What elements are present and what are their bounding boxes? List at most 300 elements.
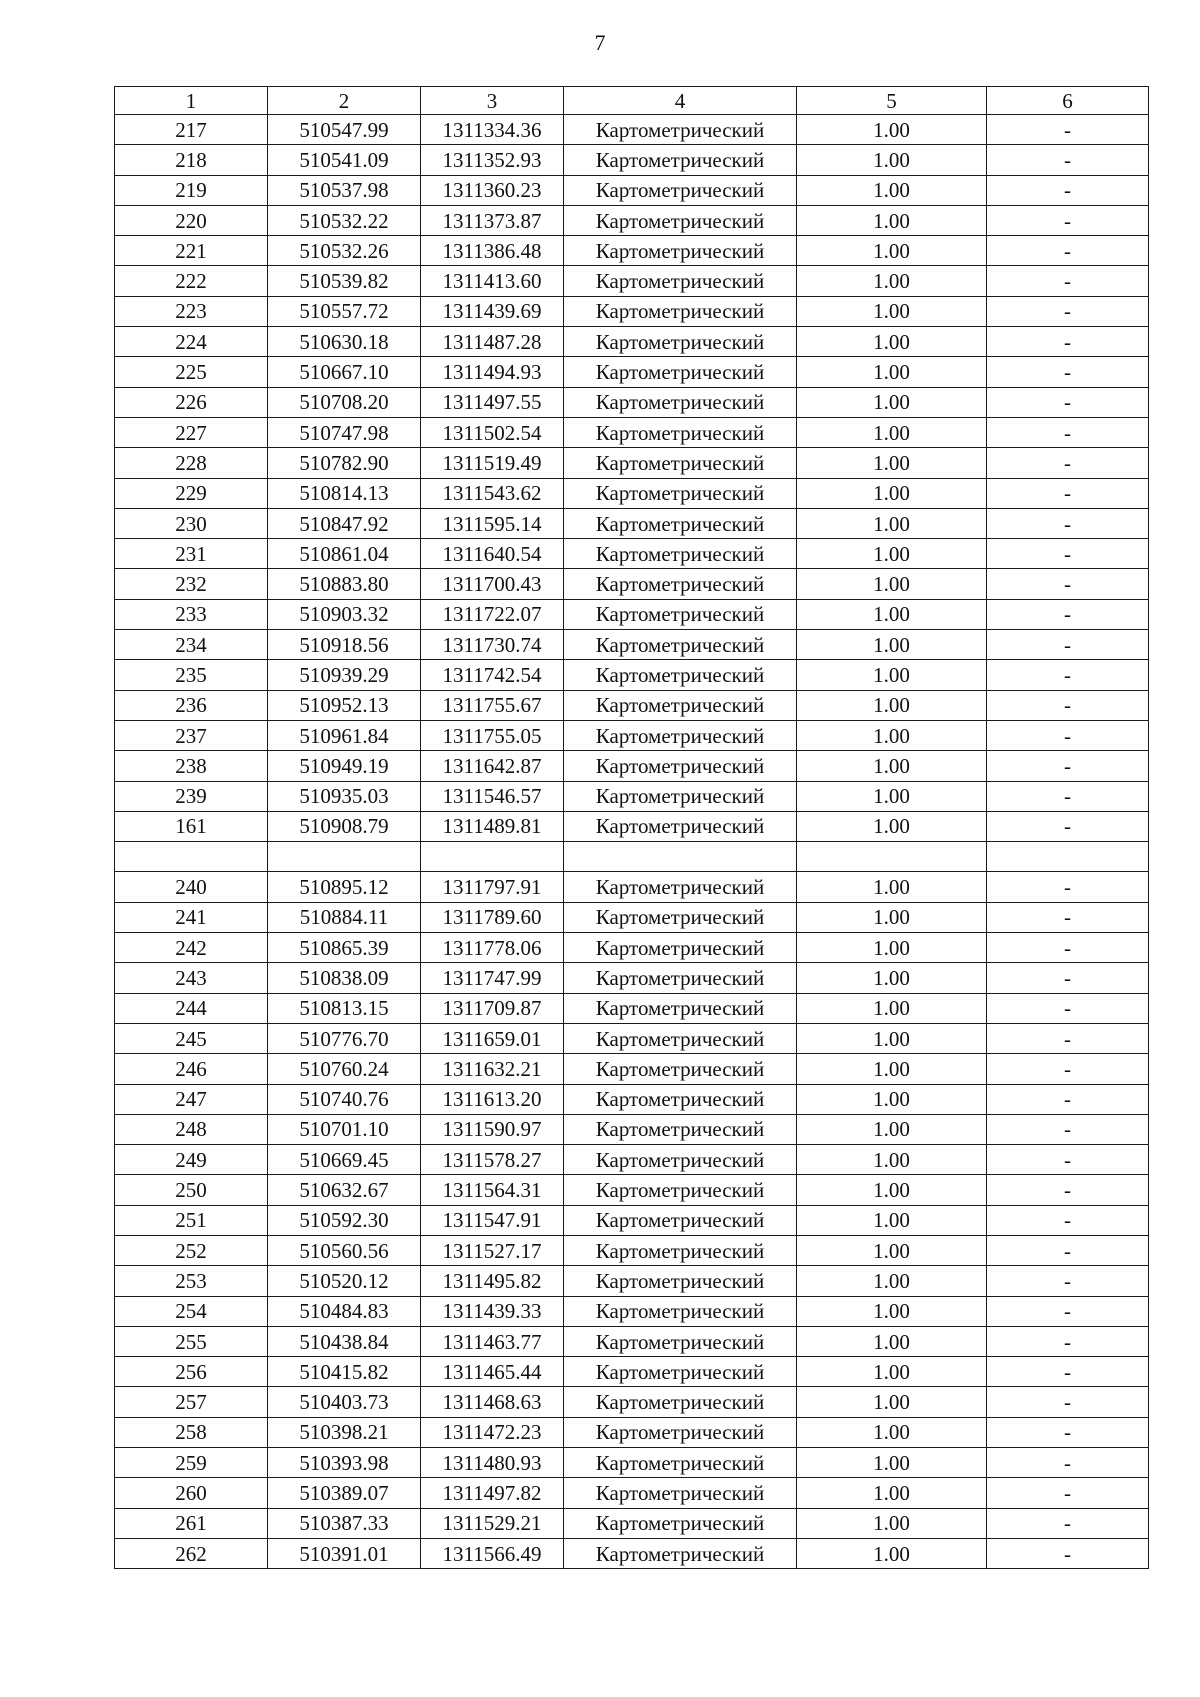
table-cell — [564, 842, 797, 872]
table-cell: - — [987, 327, 1149, 357]
table-cell: 510838.09 — [268, 963, 421, 993]
table-cell: - — [987, 933, 1149, 963]
table-cell: 1.00 — [797, 933, 987, 963]
table-cell: 223 — [115, 296, 268, 326]
table-cell: 510389.07 — [268, 1478, 421, 1508]
table-cell: 510669.45 — [268, 1145, 421, 1175]
table-row — [115, 387, 1149, 417]
table-cell: 1.00 — [797, 448, 987, 478]
table-cell: - — [987, 1235, 1149, 1265]
table-cell: 225 — [115, 357, 268, 387]
table-cell: 510557.72 — [268, 296, 421, 326]
table-cell: 161 — [115, 811, 268, 841]
table-cell: 1.00 — [797, 266, 987, 296]
table-cell: 1.00 — [797, 205, 987, 235]
table-cell: 230 — [115, 508, 268, 538]
table-cell: - — [987, 539, 1149, 569]
table-cell: 239 — [115, 781, 268, 811]
table-cell: 1.00 — [797, 1175, 987, 1205]
table-row — [115, 508, 1149, 538]
table-cell: 1.00 — [797, 690, 987, 720]
table-cell: 1311413.60 — [421, 266, 564, 296]
table-cell: - — [987, 963, 1149, 993]
table-cell: 1311595.14 — [421, 508, 564, 538]
table-cell: - — [987, 1084, 1149, 1114]
table-cell: Картометрический — [564, 1084, 797, 1114]
table-cell: Картометрический — [564, 993, 797, 1023]
table-row — [115, 1448, 1149, 1478]
table-cell: Картометрический — [564, 1478, 797, 1508]
table-cell: 1.00 — [797, 1448, 987, 1478]
table-cell: 1.00 — [797, 327, 987, 357]
table-cell: 1.00 — [797, 993, 987, 1023]
table-cell: Картометрический — [564, 1417, 797, 1447]
table-cell: 1.00 — [797, 1023, 987, 1053]
table-row — [115, 448, 1149, 478]
table-row — [115, 630, 1149, 660]
table-cell: 1.00 — [797, 387, 987, 417]
table-cell: 510708.20 — [268, 387, 421, 417]
table-cell: 251 — [115, 1205, 268, 1235]
table-row — [115, 720, 1149, 750]
table-row — [115, 205, 1149, 235]
table-cell: 510961.84 — [268, 720, 421, 750]
table-cell: - — [987, 1205, 1149, 1235]
table-cell: 1311495.82 — [421, 1266, 564, 1296]
table-cell: 1311439.69 — [421, 296, 564, 326]
table-cell: 249 — [115, 1145, 268, 1175]
table-cell: Картометрический — [564, 811, 797, 841]
column-header: 3 — [421, 87, 564, 115]
table-cell: - — [987, 1448, 1149, 1478]
table-row — [115, 296, 1149, 326]
table-cell: 510403.73 — [268, 1387, 421, 1417]
table-cell: 1.00 — [797, 720, 987, 750]
table-cell: 238 — [115, 751, 268, 781]
table-cell: - — [987, 387, 1149, 417]
table-cell: 228 — [115, 448, 268, 478]
table-cell: 235 — [115, 660, 268, 690]
table-row — [115, 993, 1149, 1023]
page-number: 7 — [594, 30, 606, 55]
table-cell: 510949.19 — [268, 751, 421, 781]
table-cell: 1.00 — [797, 1205, 987, 1235]
table-row — [115, 1296, 1149, 1326]
table-cell: Картометрический — [564, 569, 797, 599]
table-row — [115, 1478, 1149, 1508]
table-cell: 1.00 — [797, 175, 987, 205]
table-row — [115, 1205, 1149, 1235]
table-row — [115, 842, 1149, 872]
table-cell: Картометрический — [564, 296, 797, 326]
table-row — [115, 781, 1149, 811]
table-cell: 236 — [115, 690, 268, 720]
table-cell: 219 — [115, 175, 268, 205]
table-cell: 262 — [115, 1538, 268, 1568]
table-cell: 1.00 — [797, 1145, 987, 1175]
table-row — [115, 1538, 1149, 1568]
table-cell: 1.00 — [797, 1114, 987, 1144]
table-cell: Картометрический — [564, 1538, 797, 1568]
table-cell: 1.00 — [797, 296, 987, 326]
table-cell: 1311494.93 — [421, 357, 564, 387]
table-row — [115, 1235, 1149, 1265]
table-cell: - — [987, 720, 1149, 750]
table-cell: - — [987, 751, 1149, 781]
table-row — [115, 660, 1149, 690]
table-cell: 231 — [115, 539, 268, 569]
table-cell: - — [987, 993, 1149, 1023]
table-cell: Картометрический — [564, 1448, 797, 1478]
table-row — [115, 1417, 1149, 1447]
table-cell: Картометрический — [564, 539, 797, 569]
table-cell: Картометрический — [564, 357, 797, 387]
table-cell: 1311334.36 — [421, 115, 564, 145]
table-cell: 254 — [115, 1296, 268, 1326]
table-cell: Картометрический — [564, 690, 797, 720]
table-row — [115, 115, 1149, 145]
table-cell: - — [987, 1357, 1149, 1387]
table-cell: 226 — [115, 387, 268, 417]
table-cell: - — [987, 205, 1149, 235]
table-cell: Картометрический — [564, 599, 797, 629]
table-row — [115, 1145, 1149, 1175]
table-row — [115, 690, 1149, 720]
table-cell: 510532.22 — [268, 205, 421, 235]
table-cell: Картометрический — [564, 387, 797, 417]
table-cell: 244 — [115, 993, 268, 1023]
table-cell — [987, 842, 1149, 872]
table-row — [115, 175, 1149, 205]
table-cell: - — [987, 660, 1149, 690]
table-cell: 218 — [115, 145, 268, 175]
table-cell: - — [987, 569, 1149, 599]
table-cell: 1311709.87 — [421, 993, 564, 1023]
table-cell: 1311700.43 — [421, 569, 564, 599]
table-cell: 241 — [115, 902, 268, 932]
table-cell: 1311590.97 — [421, 1114, 564, 1144]
table-row — [115, 539, 1149, 569]
column-header: 2 — [268, 87, 421, 115]
table-cell: 510592.30 — [268, 1205, 421, 1235]
table-cell: 246 — [115, 1054, 268, 1084]
table-cell: Картометрический — [564, 417, 797, 447]
table-cell: 510630.18 — [268, 327, 421, 357]
table-cell: 1.00 — [797, 1235, 987, 1265]
table-cell: 1311543.62 — [421, 478, 564, 508]
table-cell: 1311439.33 — [421, 1296, 564, 1326]
table-cell: 1.00 — [797, 781, 987, 811]
table-cell: 1311778.06 — [421, 933, 564, 963]
table-row — [115, 266, 1149, 296]
table-cell: 220 — [115, 205, 268, 235]
table-cell: 232 — [115, 569, 268, 599]
table-row — [115, 963, 1149, 993]
table-cell: 1.00 — [797, 115, 987, 145]
table-cell: 1311578.27 — [421, 1145, 564, 1175]
table-cell: Картометрический — [564, 933, 797, 963]
table-cell: 252 — [115, 1235, 268, 1265]
table-cell: 510939.29 — [268, 660, 421, 690]
table-cell: 1311613.20 — [421, 1084, 564, 1114]
table-row — [115, 1357, 1149, 1387]
table-cell: 229 — [115, 478, 268, 508]
table-row — [115, 1326, 1149, 1356]
coordinates-table — [114, 86, 1149, 1569]
table-cell: 510415.82 — [268, 1357, 421, 1387]
table-cell: - — [987, 781, 1149, 811]
table-cell: 510701.10 — [268, 1114, 421, 1144]
table-row — [115, 478, 1149, 508]
table-cell: - — [987, 236, 1149, 266]
table-row — [115, 751, 1149, 781]
table-cell: 227 — [115, 417, 268, 447]
table-row — [115, 1023, 1149, 1053]
table-row — [115, 417, 1149, 447]
table-row — [115, 357, 1149, 387]
table-cell: 1.00 — [797, 1478, 987, 1508]
table-cell — [797, 842, 987, 872]
table-cell: 1311465.44 — [421, 1357, 564, 1387]
table-cell: 217 — [115, 115, 268, 145]
table-cell: - — [987, 478, 1149, 508]
table-row — [115, 902, 1149, 932]
table-cell: - — [987, 448, 1149, 478]
table-cell: Картометрический — [564, 175, 797, 205]
table-cell: Картометрический — [564, 448, 797, 478]
table-cell: 1.00 — [797, 1084, 987, 1114]
table-cell: 1311487.28 — [421, 327, 564, 357]
table-cell: 1.00 — [797, 1266, 987, 1296]
table-cell: Картометрический — [564, 963, 797, 993]
table-cell: 1311386.48 — [421, 236, 564, 266]
table-cell: 510847.92 — [268, 508, 421, 538]
table-cell: Картометрический — [564, 1266, 797, 1296]
table-cell: Картометрический — [564, 236, 797, 266]
table-cell: 510865.39 — [268, 933, 421, 963]
table-cell: Картометрический — [564, 1296, 797, 1326]
table-cell: 510908.79 — [268, 811, 421, 841]
table-cell: - — [987, 1266, 1149, 1296]
table-cell: - — [987, 690, 1149, 720]
table-cell: 1311789.60 — [421, 902, 564, 932]
table-cell: - — [987, 357, 1149, 387]
table-cell: - — [987, 1296, 1149, 1326]
table-cell: 510560.56 — [268, 1235, 421, 1265]
table-cell: 1311480.93 — [421, 1448, 564, 1478]
table-cell: - — [987, 145, 1149, 175]
table-cell: 1311527.17 — [421, 1235, 564, 1265]
table-cell: 1.00 — [797, 1054, 987, 1084]
table-cell: 257 — [115, 1387, 268, 1417]
column-header: 6 — [987, 87, 1149, 115]
table-cell: - — [987, 1175, 1149, 1205]
table-cell: - — [987, 1114, 1149, 1144]
table-cell: - — [987, 902, 1149, 932]
table-cell: 510883.80 — [268, 569, 421, 599]
table-cell: 1.00 — [797, 508, 987, 538]
table-row — [115, 1387, 1149, 1417]
table-cell: 1311547.91 — [421, 1205, 564, 1235]
table-cell: 1.00 — [797, 630, 987, 660]
table-cell: 1.00 — [797, 236, 987, 266]
table-cell: 256 — [115, 1357, 268, 1387]
table-row — [115, 569, 1149, 599]
table-cell: 1.00 — [797, 1326, 987, 1356]
table-row — [115, 1084, 1149, 1114]
table-cell: 1.00 — [797, 599, 987, 629]
table-cell: - — [987, 1023, 1149, 1053]
table-cell: Картометрический — [564, 1145, 797, 1175]
table-cell: 250 — [115, 1175, 268, 1205]
table-cell: 510387.33 — [268, 1508, 421, 1538]
table-cell: 510952.13 — [268, 690, 421, 720]
table-cell: 1.00 — [797, 660, 987, 690]
table-cell: - — [987, 296, 1149, 326]
table-cell: 1311642.87 — [421, 751, 564, 781]
table-cell: 221 — [115, 236, 268, 266]
table-cell: Картометрический — [564, 145, 797, 175]
table-cell: - — [987, 1054, 1149, 1084]
table-cell: 1.00 — [797, 417, 987, 447]
table-cell: - — [987, 1387, 1149, 1417]
table-header — [115, 87, 1149, 115]
table-cell: - — [987, 1508, 1149, 1538]
table-cell: Картометрический — [564, 1387, 797, 1417]
table-cell: 1311722.07 — [421, 599, 564, 629]
table-cell: 510632.67 — [268, 1175, 421, 1205]
table-row — [115, 327, 1149, 357]
table-cell: Картометрический — [564, 205, 797, 235]
table-cell: 253 — [115, 1266, 268, 1296]
table-cell: Картометрический — [564, 508, 797, 538]
table-cell: 1311564.31 — [421, 1175, 564, 1205]
table-cell: - — [987, 872, 1149, 902]
table-cell: Картометрический — [564, 1235, 797, 1265]
table-cell: 237 — [115, 720, 268, 750]
table-cell: 1.00 — [797, 569, 987, 599]
table-cell: 510884.11 — [268, 902, 421, 932]
table-cell: - — [987, 599, 1149, 629]
table-cell — [115, 842, 268, 872]
table-cell: - — [987, 1145, 1149, 1175]
table-cell: 510539.82 — [268, 266, 421, 296]
table-cell: 261 — [115, 1508, 268, 1538]
table-cell: 510861.04 — [268, 539, 421, 569]
table-cell — [268, 842, 421, 872]
table-cell: Картометрический — [564, 902, 797, 932]
column-header: 5 — [797, 87, 987, 115]
table-cell: 1.00 — [797, 478, 987, 508]
table-cell: 510813.15 — [268, 993, 421, 1023]
table-cell: 510398.21 — [268, 1417, 421, 1447]
table-cell: 1311797.91 — [421, 872, 564, 902]
table-cell: 1.00 — [797, 902, 987, 932]
table-cell: Картометрический — [564, 720, 797, 750]
table-cell: - — [987, 1326, 1149, 1356]
table-cell: - — [987, 811, 1149, 841]
table-cell: 1311566.49 — [421, 1538, 564, 1568]
table-row — [115, 872, 1149, 902]
table-cell: Картометрический — [564, 751, 797, 781]
table-cell: Картометрический — [564, 1023, 797, 1053]
table-cell: 1.00 — [797, 145, 987, 175]
table-cell: Картометрический — [564, 1205, 797, 1235]
table-cell: 222 — [115, 266, 268, 296]
table-cell: 510776.70 — [268, 1023, 421, 1053]
table-cell: 1311497.82 — [421, 1478, 564, 1508]
table-row — [115, 811, 1149, 841]
table-row — [115, 145, 1149, 175]
table-cell: 242 — [115, 933, 268, 963]
column-header: 1 — [115, 87, 268, 115]
table-cell: 260 — [115, 1478, 268, 1508]
table-cell: 1311529.21 — [421, 1508, 564, 1538]
table-cell: 510747.98 — [268, 417, 421, 447]
table-cell: 510740.76 — [268, 1084, 421, 1114]
table-row — [115, 1508, 1149, 1538]
table-cell: 510903.32 — [268, 599, 421, 629]
table-cell: Картометрический — [564, 266, 797, 296]
table-cell: 224 — [115, 327, 268, 357]
table-cell: 1.00 — [797, 811, 987, 841]
table-row — [115, 933, 1149, 963]
table-cell: 1.00 — [797, 1508, 987, 1538]
table-cell: - — [987, 266, 1149, 296]
table-cell: - — [987, 630, 1149, 660]
table-cell: 1311546.57 — [421, 781, 564, 811]
table-cell: 1.00 — [797, 357, 987, 387]
table-cell: 1.00 — [797, 751, 987, 781]
table-cell: 1311755.05 — [421, 720, 564, 750]
table-cell: 255 — [115, 1326, 268, 1356]
table-row — [115, 599, 1149, 629]
table-cell: Картометрический — [564, 1175, 797, 1205]
table-cell: Картометрический — [564, 115, 797, 145]
table-cell: Картометрический — [564, 630, 797, 660]
table-cell: - — [987, 1478, 1149, 1508]
table-cell: - — [987, 1538, 1149, 1568]
table-cell: 1311352.93 — [421, 145, 564, 175]
table-cell — [421, 842, 564, 872]
table-cell: 510895.12 — [268, 872, 421, 902]
table-cell: Картометрический — [564, 781, 797, 811]
table-cell: 1.00 — [797, 1538, 987, 1568]
table-cell: 1.00 — [797, 872, 987, 902]
table-cell: 1311747.99 — [421, 963, 564, 993]
table-cell: 1311463.77 — [421, 1326, 564, 1356]
table-cell: Картометрический — [564, 1326, 797, 1356]
header-row — [115, 87, 1149, 115]
table-cell: Картометрический — [564, 1114, 797, 1144]
column-header: 4 — [564, 87, 797, 115]
table-cell: 510935.03 — [268, 781, 421, 811]
table-cell: 240 — [115, 872, 268, 902]
table-cell: 510814.13 — [268, 478, 421, 508]
table-cell: Картометрический — [564, 1357, 797, 1387]
table-body — [115, 115, 1149, 1569]
table-cell: 510918.56 — [268, 630, 421, 660]
table-cell: 1311489.81 — [421, 811, 564, 841]
table-cell: 1311373.87 — [421, 205, 564, 235]
table-cell: Картометрический — [564, 660, 797, 690]
table-cell: Картометрический — [564, 872, 797, 902]
table-cell: 1311502.54 — [421, 417, 564, 447]
table-cell: 248 — [115, 1114, 268, 1144]
table-cell: 1.00 — [797, 1417, 987, 1447]
table-cell: 1.00 — [797, 1387, 987, 1417]
table-cell: - — [987, 417, 1149, 447]
